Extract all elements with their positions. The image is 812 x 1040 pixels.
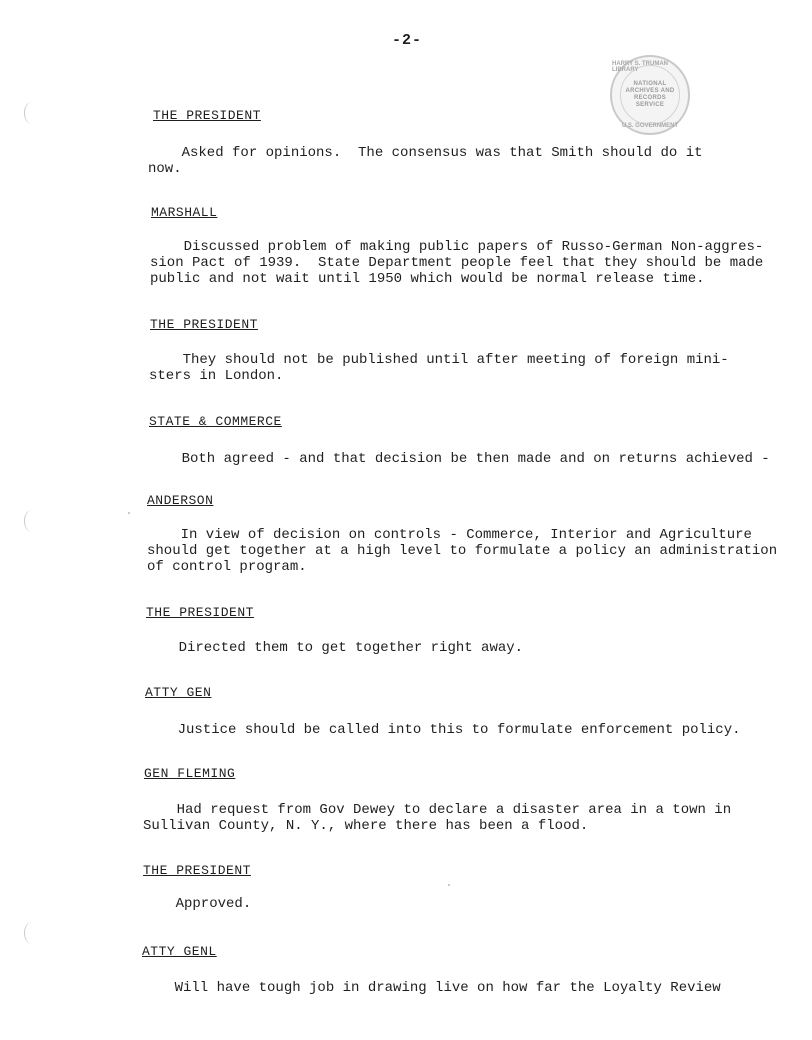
punch-hole-mark: [24, 102, 39, 124]
speaker-heading: ATTY GEN: [145, 685, 212, 700]
text-line: of control program.: [147, 559, 307, 575]
text-line: Both agreed - and that decision be then made and on returns achieved -: [148, 451, 770, 467]
text-line: should get together at a high level to formulate a policy an administration: [147, 543, 778, 559]
speaker-heading: ANDERSON: [147, 493, 214, 508]
minutes-paragraph: [148, 451, 770, 467]
paper-speck: [128, 512, 130, 514]
text-line: sion Pact of 1939. State Department people feel that they should be made: [150, 255, 764, 271]
text-line: Sullivan County, N. Y., where there has been a flood.: [143, 818, 589, 834]
text-line: Will have tough job in drawing live on how far the Loyalty Review: [141, 980, 721, 996]
minutes-paragraph: [148, 145, 703, 177]
speaker-heading: MARSHALL: [151, 205, 218, 220]
minutes-paragraph: [147, 527, 777, 575]
stamp-ring-top: HARRY S. TRUMAN LIBRARY: [612, 61, 669, 73]
speaker-heading: GEN FLEMING: [144, 766, 236, 781]
minutes-paragraph: [141, 980, 721, 996]
punch-hole-mark: [24, 922, 39, 944]
page-number: -2-: [392, 32, 423, 49]
text-line: now.: [148, 161, 182, 177]
minutes-paragraph: [142, 896, 251, 912]
text-line: sters in London.: [149, 368, 284, 384]
text-line: Justice should be called into this to formulate enforcement policy.: [144, 722, 741, 738]
speaker-heading: STATE & COMMERCE: [149, 414, 282, 429]
minutes-paragraph: [143, 802, 731, 834]
speaker-heading: THE PRESIDENT: [143, 863, 251, 878]
text-line: Approved.: [142, 896, 252, 912]
minutes-paragraph: [145, 640, 523, 656]
speaker-heading: THE PRESIDENT: [146, 605, 254, 620]
text-line: In view of decision on controls - Commerce, Interior and Agriculture: [147, 527, 752, 543]
stamp-line: RECORDS: [633, 95, 667, 101]
text-line: Directed them to get together right away.: [145, 640, 524, 656]
text-line: Had request from Gov Dewey to declare a disaster area in a town in: [143, 802, 732, 818]
paper-speck: [448, 884, 450, 886]
minutes-paragraph: [149, 352, 729, 384]
text-line: Asked for opinions. The consensus was that Smith should do it: [148, 145, 703, 161]
minutes-paragraph: [150, 239, 763, 287]
minutes-paragraph: [144, 722, 741, 738]
speaker-heading: THE PRESIDENT: [153, 108, 261, 123]
stamp-line: NATIONAL: [633, 81, 667, 87]
stamp-line: SERVICE: [635, 102, 665, 108]
text-line: Discussed problem of making public papers of Russo-German Non-aggres-: [150, 239, 764, 255]
stamp-ring-bottom: U.S. GOVERNMENT: [621, 123, 679, 129]
speaker-heading: THE PRESIDENT: [150, 317, 258, 332]
stamp-line: ARCHIVES AND: [625, 88, 675, 94]
archives-stamp: [610, 55, 690, 135]
text-line: public and not wait until 1950 which would be normal release time.: [150, 271, 705, 287]
stamp-center: [620, 65, 680, 125]
speaker-heading: ATTY GENL: [142, 944, 217, 959]
text-line: They should not be published until after meeting of foreign mini-: [149, 352, 729, 368]
punch-hole-mark: [24, 510, 39, 532]
